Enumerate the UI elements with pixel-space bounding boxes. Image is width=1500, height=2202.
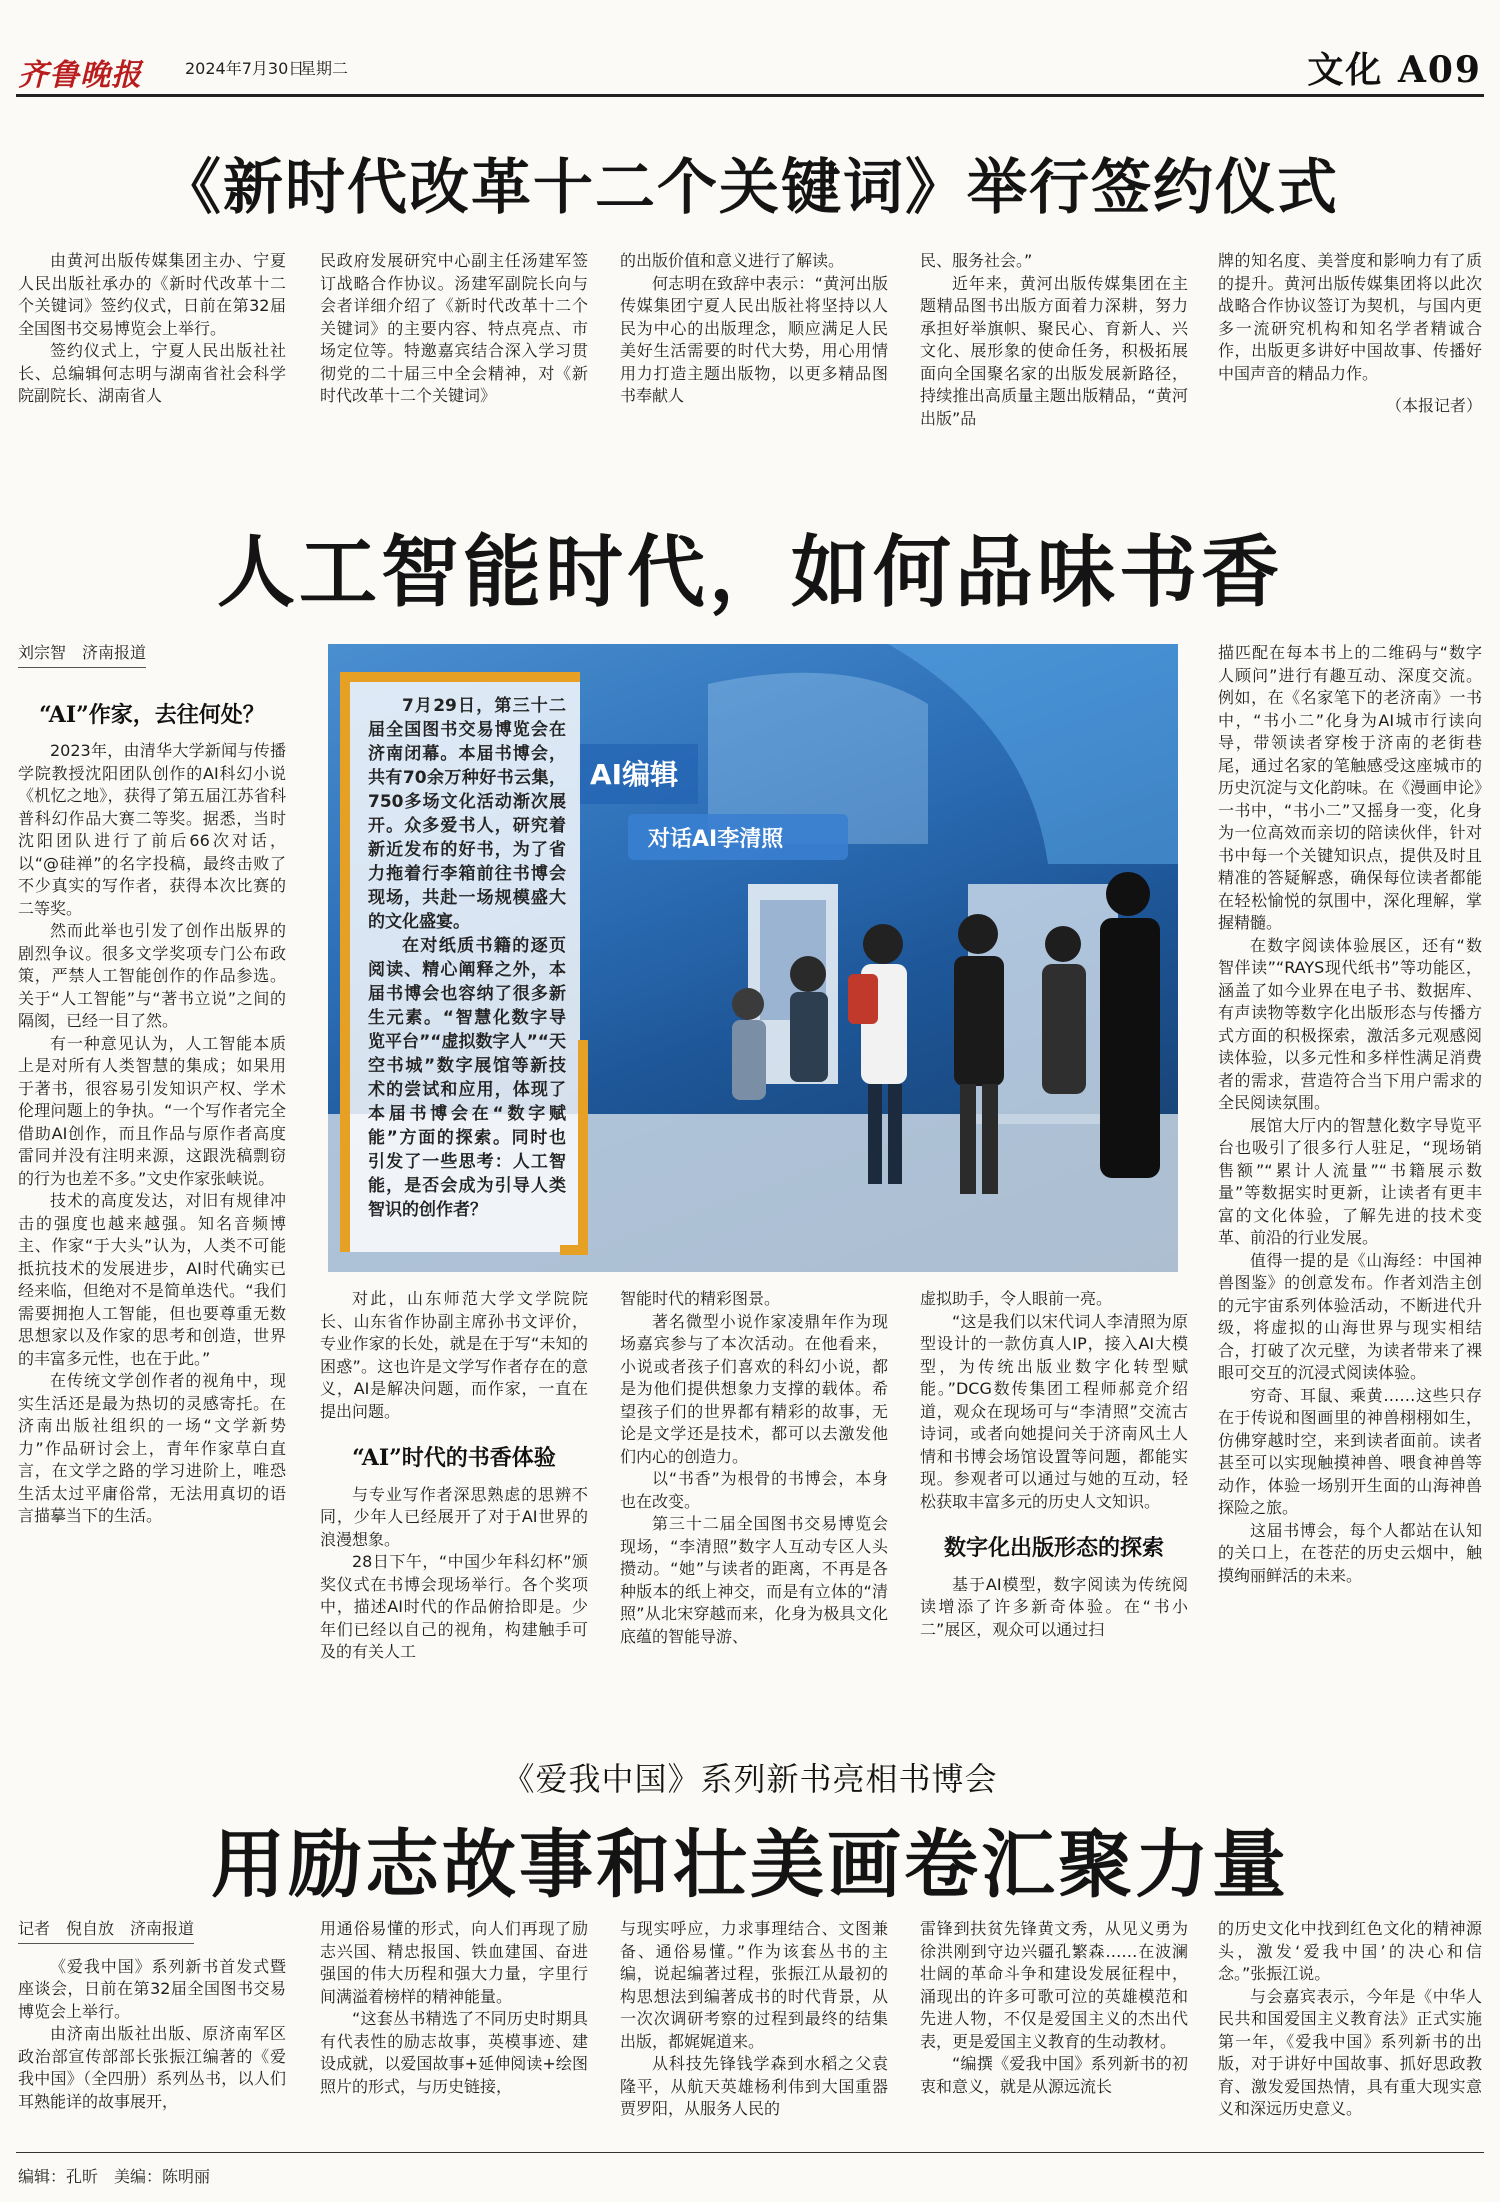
- article1-col4: [920, 250, 1188, 440]
- paragraph: 用通俗易懂的形式，向人们再现了励志兴国、精忠报国、铁血建国、奋进强国的伟大历程和强大力量，字里行间满溢着榜样的精神能量。: [320, 1919, 588, 2006]
- paragraph: 28日下午，“中国少年科幻杯”颁奖仪式在书博会现场举行。各个奖项中，描述AI时代的作品俯拾即是。少年们已经以自己的视角，构建触手可及的有关人工: [320, 1552, 588, 1661]
- paragraph: 近年来，黄河出版传媒集团在主题精品图书出版方面着力深耕，努力承担好举旗帜、聚民心、育新人、兴文化、展形象的使命任务，积极拓展面向全国聚名家的出版发展新路径，持续推出高质量主题出版精品，“黄河出版”品: [920, 273, 1188, 428]
- intro-paragraph: 在对纸质书籍的逐页阅读、精心阐释之外，本届书博会也容纳了很多新生元素。“智慧化数字导览平台”“虚拟数字人”“天空书城”数字展馆等新技术的尝试和应用，体现了本届书博会在“数字赋能”方面的探索。同时也引发了一些思考：人工智能，是否会成为引导人类智识的创作者？: [368, 936, 566, 1220]
- intro-paragraph: 7月29日，第三十二届全国图书交易博览会在济南闭幕。本届书博会，共有70余万种好书云集，750多场文化活动渐次展开。众多爱书人，研究着新近发布的好书，为了省力拖着行李箱前往书博会现场，共赴一场规模盛大的文化盛宴。: [368, 696, 566, 932]
- article3-col2: [320, 1918, 588, 2144]
- article1-title: 《新时代改革十二个关键词》举行签约仪式: [161, 153, 1339, 223]
- article2-subhead-digital-publishing: 数字化出版形态的探索: [943, 1535, 1164, 1561]
- paragraph: 值得一提的是《山海经：中国神兽图鉴》的创意发布。作者刘浩主创的元宇宙系列体验活动，不断进代升级，将虚拟的山海世界与现实相结合，打破了次元壁，为读者带来了裸眼可交互的沉浸式阅读体验。: [1218, 1250, 1482, 1382]
- paragraph: 从科技先锋钱学森到水稻之父袁隆平，从航天英雄杨利伟到大国重器贾罗阳，从服务人民的: [620, 2054, 888, 2118]
- editor-credits: 编辑：孔昕 美编：陈明丽: [18, 2167, 211, 2186]
- paragraph: 智能时代的精彩图景。: [620, 1289, 781, 1308]
- article2-col1: [18, 642, 286, 1702]
- paragraph: 虚拟助手，令人眼前一亮。: [920, 1289, 1113, 1308]
- paragraph: 由黄河出版传媒集团主办、宁夏人民出版社承办的《新时代改革十二个关键词》签约仪式，日前在第32届全国图书交易博览会上举行。: [18, 251, 286, 338]
- article1-col3: [620, 250, 888, 440]
- paragraph: 的历史文化中找到红色文化的精神源头，激发‘爱我中国’的决心和信念。”张振江说。: [1218, 1919, 1482, 1983]
- paragraph: 技术的高度发达，对旧有规律冲击的强度也越来越强。知名音频博主、作家“于大头”认为，人类不可能抵抗技术的发展进步，AI时代确实已经来临，但绝对不是简单迭代。“我们需要拥抱人工智能，但也要尊重无数思想家以及作家的思考和创造，世界的丰富多元性，也在于此。”: [18, 1191, 286, 1368]
- masthead-divider: [16, 94, 1484, 97]
- issue-weekday: 星期二: [300, 59, 349, 78]
- article1-col5: [1218, 250, 1482, 450]
- article2-col2: [320, 1288, 588, 1708]
- article3-pretitle: 《爱我中国》系列新书亮相书博会: [502, 1760, 998, 1798]
- paragraph: 与会嘉宾表示，今年是《中华人民共和国爱国主义教育法》正式实施第一年，《爱我中国》系列新书的出版，对于讲好中国故事、抓好思政教育、激发爱国热情，具有重大现实意义和深远历史意义。: [1218, 1986, 1482, 2118]
- article2-col3: [620, 1288, 888, 1708]
- issue-date: 2024年7月30日: [185, 59, 305, 78]
- paragraph: 签约仪式上，宁夏人民出版社社长、总编辑何志明与湖南省社会科学院副院长、湖南省人: [18, 341, 286, 405]
- photo-caption-ai-liqingzhao: 对话AI李清照: [648, 827, 784, 852]
- paragraph: 在数字阅读体验展区，还有“数智伴读”“RAYS现代纸书”等功能区，涵盖了如今业界在电子书、数据库、有声读物等数字化出版形态与传播方式方面的积极探索，激活多元观感阅读体验，以多元性和多样性满足消费者的需求，营造符合当下用户需求的全民阅读氛围。: [1218, 935, 1482, 1112]
- article3-title: 用励志故事和壮美画卷汇聚力量: [211, 1822, 1289, 1908]
- article3-col1: [18, 1918, 286, 2144]
- article1-col1: [18, 250, 286, 440]
- paragraph: 牌的知名度、美誉度和影响力有了质的提升。黄河出版传媒集团将以此次战略合作协议签订为契机，与国内更多一流研究机构和知名学者精诚合作，出版更多讲好中国故事、传播好中国声音的精品力作。: [1218, 251, 1482, 383]
- paragraph: 民、服务社会。”: [920, 251, 1033, 270]
- paragraph: 《爱我中国》系列新书首发式暨座谈会，日前在第32届全国图书交易博览会上举行。: [18, 1956, 286, 2021]
- paragraph: 与现实呼应，力求事理结合、文图兼备、通俗易懂。”作为该套丛书的主编，说起编著过程，张振江从最初的构思想法到编著成书的时代背景，从一次次调研考察的过程到最终的结集出版，都娓娓道来。: [620, 1919, 888, 2051]
- paragraph: “这是我们以宋代词人李清照为原型设计的一款仿真人IP，接入AI大模型，为传统出版业数字化转型赋能。”DCG数传集团工程师郝竞介绍道，观众在现场可与“李清照”交流古诗词，或者向她提问关于济南风土人情和书博会场馆设置等问题，都能实现。参观者可以通过与她的互动，轻松获取丰富多元的历史人文知识。: [920, 1311, 1188, 1511]
- paragraph: 的出版价值和意义进行了解读。: [620, 251, 845, 270]
- photo-caption-ai-editor: AI编辑: [590, 758, 679, 791]
- paragraph: 对此，山东师范大学文学院院长、山东省作协副主席孙书文评价，专业作家的长处，就是在于写“未知的困惑”。这也许是文学写作者存在的意义，AI是解决问题，而作家，一直在提出问题。: [320, 1289, 588, 1421]
- paragraph: 这届书博会，每个人都站在认知的关口上，在苍茫的历史云烟中，触摸绚丽鲜活的未来。: [1218, 1520, 1482, 1585]
- article2-title: 人工智能时代，如何品味书香: [216, 527, 1283, 618]
- section-label: 文化 A09: [1307, 49, 1482, 91]
- paragraph: 第三十二届全国图书交易博览会现场，“李清照”数字人互动专区人头攒动。“她”与读者的距离，不再是各种版本的纸上神交，而是有立体的“清照”从北宋穿越而来，化身为极具文化底蕴的智能导游、: [620, 1514, 888, 1646]
- article3-byline: 记者 倪自放 济南报道: [18, 1918, 194, 1944]
- paragraph: 何志明在致辞中表示：“黄河出版传媒集团宁夏人民出版社将坚持以人民为中心的出版理念，顺应满足人民美好生活需要的时代大势，用心用情用力打造主题出版物，以更多精品图书奉献人: [620, 273, 888, 405]
- paragraph: 与专业写作者深思熟虑的思辨不同，少年人已经展开了对于AI世界的浪漫想象。: [320, 1484, 588, 1549]
- paragraph: 著名微型小说作家凌鼎年作为现场嘉宾参与了本次活动。在他看来，小说或者孩子们喜欢的科幻小说，都是为他们提供想象力支撑的载体。希望孩子们的世界都有精彩的故事，无论是文学还是技术，都可以去激发他们内心的创造力。: [620, 1311, 888, 1466]
- footer-divider: [16, 2152, 1484, 2153]
- paragraph: 民政府发展研究中心副主任汤建军签订战略合作协议。汤建军副院长向与会者详细介绍了《新时代改革十二个关键词》的主要内容、特点亮点、市场定位等。特邀嘉宾结合深入学习贯彻党的二十届三中全会精神，对《新时代改革十二个关键词》: [320, 251, 588, 405]
- newspaper-logo: 齐鲁晚报: [18, 58, 142, 93]
- article1-signoff: （本报记者）: [1385, 396, 1482, 415]
- intro-box-corner-accent: [560, 1040, 588, 1255]
- paragraph: “这套丛书精选了不同历史时期具有代表性的励志故事，英模事迹、建设成就，以爱国故事+延伸阅读+绘图照片的形式，与历史链接，: [320, 2009, 588, 2096]
- paragraph: 基于AI模型，数字阅读为传统阅读增添了许多新奇体验。在“书小二”展区，观众可以通过扫: [920, 1574, 1188, 1639]
- paragraph: 穷奇、耳鼠、乘黄……这些只存在于传说和图画里的神兽栩栩如生，仿佛穿越时空，来到读者面前。读者甚至可以实现触摸神兽、喂食神兽等动作，体验一场别开生面的山海神兽探险之旅。: [1218, 1385, 1482, 1517]
- paragraph: 以“书香”为根骨的书博会，本身也在改变。: [620, 1469, 888, 1511]
- article2-subhead-ai-writer: “AI”作家，去往何处？: [39, 701, 265, 728]
- article3-col3: [620, 1918, 888, 2144]
- paragraph: 由济南出版社出版、原济南军区政治部宣传部部长张振江编著的《爱我中国》（全四册）系列丛书，以人们耳熟能详的故事展开，: [18, 2024, 286, 2111]
- article3-col4: [920, 1918, 1188, 2144]
- article2-col5: [1218, 642, 1482, 1708]
- paragraph: 然而此举也引发了创作出版界的剧烈争议。很多文学奖项专门公布政策，严禁人工智能创作的作品参选。关于“人工智能”与“著书立说”之间的隔阂，已经一目了然。: [18, 921, 286, 1030]
- paragraph: 在传统文学创作者的视角中，现实生活还是最为热切的灵感寄托。在济南出版社组织的一场“文学新势力”作品研讨会上，青年作家草白直言，在文学之路的学习进阶上，唯恐生活太过平庸俗常，无法用真切的语言描摹当下的生活。: [18, 1371, 286, 1525]
- paragraph: 2023年，由清华大学新闻与传播学院教授沈阳团队创作的AI科幻小说《机忆之地》，获得了第五届江苏省科普科幻作品大赛二等奖。据悉，当时沈阳团队进行了前后66次对话，以“@硅禅”的名字投稿，最终击败了不少真实的写作者，获得本次比赛的二等奖。: [18, 741, 286, 918]
- paragraph: 展馆大厅内的智慧化数字导览平台也吸引了很多行人驻足，“现场销售额”“累计人流量”“书籍展示数量”等数据实时更新，让读者有更丰富的文化体验，了解先进的技术变革、前沿的行业发展。: [1218, 1115, 1482, 1247]
- paragraph: 雷锋到扶贫先锋黄文秀，从见义勇为徐洪刚到守边兴疆孔繁森……在波澜壮阔的革命斗争和建设发展征程中，涌现出的许多可歌可泣的英雄模范和先进人物，不仅是爱国主义的杰出代表，更是爱国主义教育的生动教材。: [920, 1919, 1188, 2051]
- paragraph: 有一种意见认为，人工智能本质上是对所有人类智慧的集成；如果用于著书，很容易引发知识产权、学术伦理问题上的争执。“一个写作者完全借助AI创作，而且作品与原作者高度雷同并没有注明来源，这跟洗稿剽窃的行为也差不多。”文史作家张峡说。: [18, 1033, 286, 1188]
- paragraph: “编撰《爱我中国》系列新书的初衷和意义，就是从源远流长: [920, 2054, 1188, 2096]
- article3-col5: [1218, 1918, 1482, 2144]
- article2-byline: 刘宗智 济南报道: [18, 642, 146, 668]
- article2-col4: [920, 1288, 1188, 1708]
- article1-col2: [320, 250, 588, 440]
- article2-subhead-ai-reading: “AI”时代的书香体验: [352, 1445, 556, 1471]
- paragraph: 描匹配在每本书上的二维码与“数字人顾问”进行有趣互动、深度交流。例如，在《名家笔下的老济南》一书中，“书小二”化身为AI城市行读向导，带领读者穿梭于济南的老街巷尾，通过名家的笔触感受这座城市的历史沉淀与文化韵味。在《漫画申论》一书中，“书小二”又摇身一变，化身为一位高效而亲切的陪读伙伴，针对书中每一个关键知识点，提供及时且精准的答疑解惑，确保每位读者都能在轻松愉悦的氛围中，深化理解，掌握精髓。: [1218, 643, 1482, 932]
- article2-intro-box: [340, 672, 580, 1252]
